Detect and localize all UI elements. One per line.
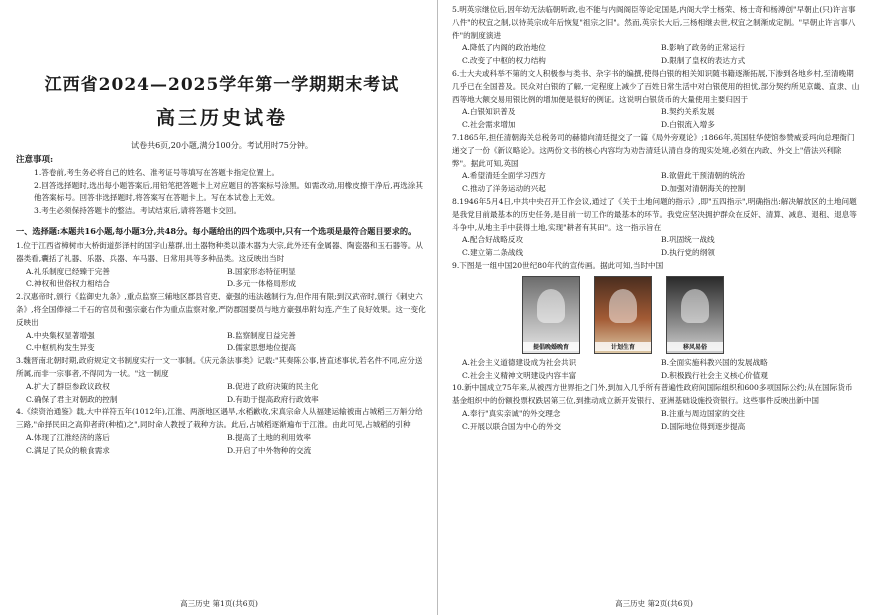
option-c: C.推动了洋务运动的兴起 bbox=[462, 184, 546, 194]
question-stem: 3.魏晋南北朝时期,政府规定文书制度实行一文一事制。《庆元条法事类》记载:"其奏陈公事,皆直述事状,若名件不同,应分送所属,而非一宗事者,不得同为一状。"这一制度 bbox=[16, 356, 423, 378]
section-heading: 一、选择题:本题共16小题,每小题3分,共48分。每小题给出的四个选项中,只有一个选项是最符合题目要求的。 bbox=[16, 226, 417, 236]
option-a: A.体现了江淮经济的落后 bbox=[26, 432, 110, 442]
option-b: B.影响了政务的正常运行 bbox=[661, 43, 745, 53]
question-stem: 10.新中国成立75年来,从被西方世界拒之门外,到加入几乎所有普遍性政府间国际组织和600多项国际公约;从在国际货币基金组织中的份额投票权跌居第三位,到推动成立新开发银行、亚洲基础设施投资银行。这些事件反映出新中国 bbox=[452, 383, 853, 406]
option-d: D.积极践行社会主义核心价值观 bbox=[661, 370, 768, 380]
option-c: C.改变了中枢的权力结构 bbox=[462, 56, 546, 66]
question-stem: 1.位于江西省樟树市大桥街道彭泽村的国字山墓群,出土器物种类以漆木器为大宗,此外还有金属器、陶瓷器和玉石器等。从器类看,囊括了礼器、乐器、兵器、车马器、日常用具等多种品类。这反映出当时 bbox=[16, 241, 423, 263]
option-c: C.中枢机构发生异变 bbox=[26, 343, 95, 353]
option-a: A.社会主义道德建设成为社会共识 bbox=[462, 357, 577, 367]
question-stem: 9.下图是一组中国20世纪80年代的宣传画。据此可知,当时中国 bbox=[452, 260, 664, 270]
option-b: B.国家形态特征明显 bbox=[227, 266, 296, 276]
option-d: D.开启了中外物种的交流 bbox=[227, 445, 312, 455]
option-b: B.欲借此干预清朝的统治 bbox=[661, 171, 745, 181]
option-a: A.配合好战略反攻 bbox=[462, 235, 524, 245]
option-a: A.扩大了群臣参政议政权 bbox=[26, 381, 110, 391]
poster-caption: 提倡晚婚晚育 bbox=[523, 342, 579, 351]
figure-icon bbox=[681, 289, 709, 323]
exam-title: 江西省2024—2025学年第一学期期末考试 bbox=[44, 75, 400, 95]
option-c: C.确保了君主对朝政的控制 bbox=[26, 394, 118, 404]
question-9 bbox=[452, 260, 860, 382]
option-d: D.儒家思想地位提高 bbox=[227, 343, 296, 353]
question-stem: 7.1865年,担任清朝海关总税务司的赫德向清廷提交了一篇《局外旁观论》;1866年,英国驻华使馆参赞威妥玛向总理衙门递交了一份《新议略论》。这两份文书的核心内容均为劝告清廷认清自身的现实处境,必须在内政、外交上"借法兴利除弊"。据此可知,英国 bbox=[452, 132, 855, 168]
question-stem: 8.1946年5月4日,中共中央召开工作会议,通过了《关于土地问题的指示》,即"五四指示",明确指出:解决解放区的土地问题是我党目前最基本的历史任务,是目前一切工作的最基本的环节。我党应坚决拥护群众在反奸、清算、减息、退租、退息等斗争中,从地主手中获得土地,实现"耕者有其田"。这一指示旨在 bbox=[452, 196, 857, 232]
figure-icon bbox=[537, 289, 565, 323]
option-c: C.满足了民众的粮食需求 bbox=[26, 445, 110, 455]
option-c: C.建立第二条战线 bbox=[462, 248, 524, 258]
option-a: A.奉行"真实亲诚"的外交理念 bbox=[462, 408, 561, 418]
right-page bbox=[438, 0, 870, 615]
propaganda-poster bbox=[522, 276, 580, 354]
exam-meta: 试卷共6页,20小题,满分100分。考试用时75分钟。 bbox=[131, 141, 313, 150]
figure-icon bbox=[609, 289, 637, 323]
option-b: B.监察制度日益完善 bbox=[227, 330, 296, 340]
poster-row bbox=[452, 276, 860, 354]
question-stem: 4.《续资治通鉴》载,大中祥符五年(1012年),江淮、两浙地区遇旱,水稻歉收,宋真宗命人从福建运输被南占城稻三万斛分给三路,"命择民田之高仰者莳(种植)之",同时命人教授了栽种方法。此后,占城稻逐渐遍布于江淮。由此可见,占城稻的引种 bbox=[16, 407, 423, 430]
question-4 bbox=[16, 406, 428, 457]
poster-caption: 移风易俗 bbox=[667, 342, 723, 351]
option-b: B.注重与周边国家的交往 bbox=[661, 408, 745, 418]
question-stem: 6.士大夫或科举不第的文人积极参与类书、杂字书的编撰,使得白银的相关知识随书籍逐渐拓展,下渗到各地乡村,至清晚期几乎已在全国普及。民众对白银的了解,一定程度上减少了百姓日常生活中对白银使用的担忧,部分契约所见京畿、直隶、山西等地大额交易用银比例的增加便是很好的例证。这说明白银货币的大量使用主要归因于 bbox=[452, 68, 860, 104]
option-d: D.有助于提高政府行政效率 bbox=[227, 394, 319, 404]
question-6 bbox=[452, 68, 860, 132]
option-b: B.提高了土地的利用效率 bbox=[227, 432, 311, 442]
option-a: A.降低了内阁的政治地位 bbox=[462, 43, 546, 53]
option-d: D.多元一体格局形成 bbox=[227, 279, 296, 289]
option-c: C.社会主义精神文明建设内容丰富 bbox=[462, 370, 577, 380]
option-a: A.白银知识普及 bbox=[462, 107, 516, 117]
poster-caption: 计划生育 bbox=[595, 342, 651, 351]
question-7 bbox=[452, 132, 860, 196]
question-3 bbox=[16, 355, 428, 406]
question-2 bbox=[16, 291, 428, 355]
question-1 bbox=[16, 240, 428, 291]
question-5 bbox=[452, 4, 860, 68]
question-stem: 5.明英宗继位后,因年幼无法临朝听政,也不能与内阁阁臣等论定国是,内阁大学士杨荣、杨士奇和杨溥创"早朝止(只)许言事八件"的权宜之制,以待英宗成年后恢复"祖宗之旧"。然而,英宗长大后,三杨相继去世,权宜之制渐成定制。"早朝止许言事八件"的制度演进 bbox=[452, 5, 856, 40]
option-d: D.加强对清朝海关的控制 bbox=[661, 184, 746, 194]
option-d: D.执行党的纲领 bbox=[661, 248, 715, 258]
option-c: C.神权和世俗权力相结合 bbox=[26, 279, 110, 289]
option-b: B.契约关系发展 bbox=[661, 107, 715, 117]
page-footer: 高三历史 第2页(共6页) bbox=[615, 599, 693, 608]
propaganda-poster bbox=[594, 276, 652, 354]
option-a: A.希望清廷全面学习西方 bbox=[462, 171, 546, 181]
option-a: A.中央集权显著增强 bbox=[26, 330, 95, 340]
option-a: A.礼乐制度已经臻于完善 bbox=[26, 266, 110, 276]
notice-item: 3.考生必须保持答题卡的整洁。考试结束后,请将答题卡交回。 bbox=[34, 205, 242, 215]
propaganda-poster bbox=[666, 276, 724, 354]
question-stem: 2.汉惠帝时,颁行《监御史九条》,重点监察三辅地区郡县官吏、豪强的违法越制行为,但作用有限;到汉武帝时,颁行《刺史六条》,将全国俸禄二千石的官员和强宗豪右作为重点监察对象,严防郡国要员与地方豪强串附勾连,产生了良好效果。这一变化反映出 bbox=[16, 292, 426, 327]
option-b: B.巩固统一战线 bbox=[661, 235, 715, 245]
notice-heading: 注意事项: bbox=[16, 155, 54, 165]
option-c: C.开展以联合国为中心的外交 bbox=[462, 421, 562, 431]
question-10 bbox=[452, 382, 860, 433]
notice-item: 2.回答选择题时,选出每小题答案后,用铅笔把答题卡上对应题目的答案标号涂黑。如需改动,用橡皮擦干净后,再选涂其他答案标号。回答非选择题时,将答案写在答题卡上。写在本试卷上无效。 bbox=[34, 180, 423, 202]
paper-title: 高三历史试卷 bbox=[155, 107, 288, 129]
option-c: C.社会需求增加 bbox=[462, 120, 516, 130]
option-b: B.促进了政府决策的民主化 bbox=[227, 381, 319, 391]
option-d: D.限制了皇权的表达方式 bbox=[661, 56, 746, 66]
page-footer: 高三历史 第1页(共6页) bbox=[180, 599, 258, 608]
option-d: D.白银流入增多 bbox=[661, 120, 715, 130]
option-b: B.全面实施科教兴国的发展战略 bbox=[661, 357, 768, 367]
question-8 bbox=[452, 196, 860, 260]
option-d: D.国际地位得到逐步提高 bbox=[661, 421, 746, 431]
notice-item: 1.答卷前,考生务必将自己的姓名、准考证号等填写在答题卡指定位置上。 bbox=[34, 168, 280, 177]
